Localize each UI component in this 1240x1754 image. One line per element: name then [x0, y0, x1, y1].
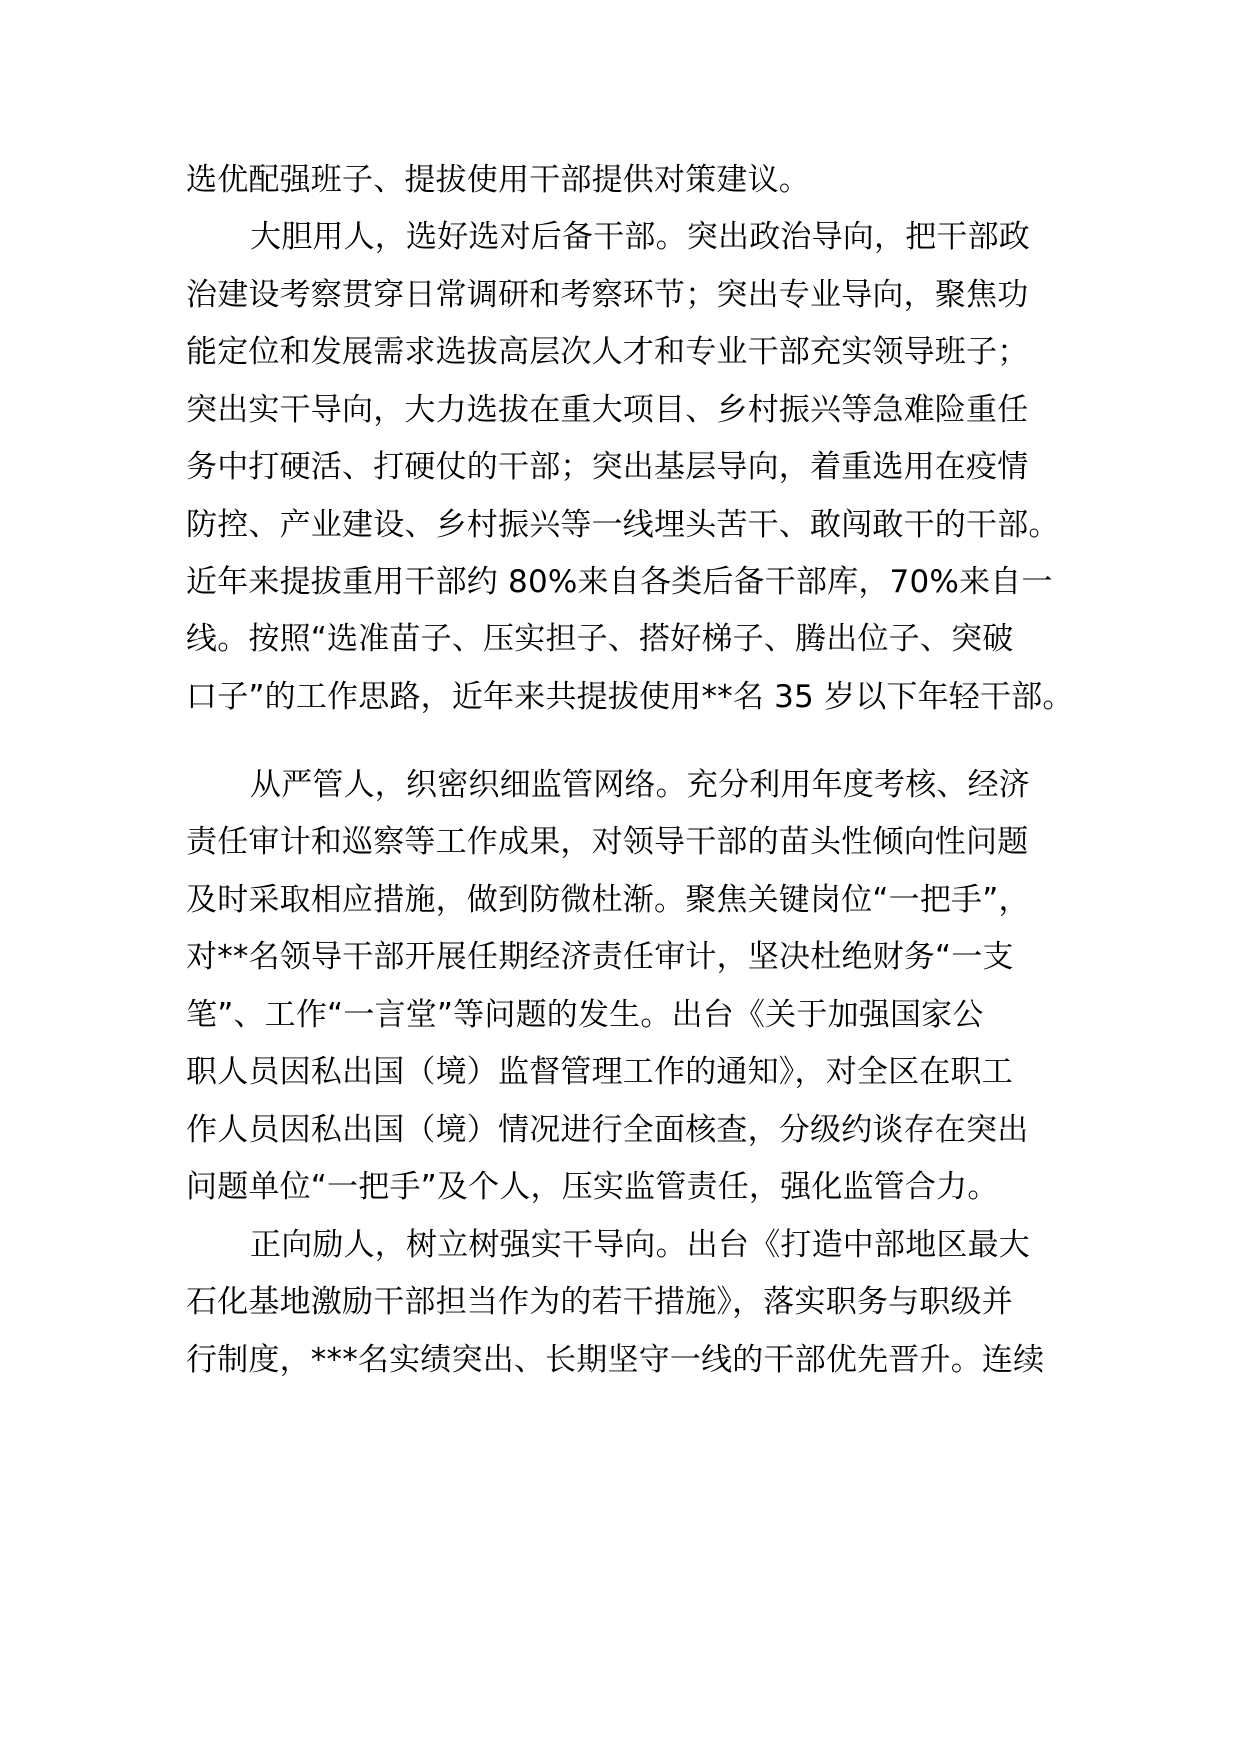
paragraph-line: 近年来提拔重用干部约 80%来自各类后备干部库，70%来自一 — [186, 564, 1053, 600]
paragraph-line: 从严管人，织密织细监管网络。充分利用年度考核、经济 — [250, 767, 1030, 803]
paragraph-line: 作人员因私出国（境）情况进行全面核查，分级约谈存在突出 — [186, 1112, 1029, 1148]
paragraph-line: 治建设考察贯穿日常调研和考察环节；突出专业导向，聚焦功 — [186, 277, 1029, 313]
paragraph-line: 务中打硬活、打硬仗的干部；突出基层导向，着重选用在疫情 — [186, 449, 1029, 485]
paragraph-line: 石化基地激励干部担当作为的若干措施》，落实职务与职级并 — [186, 1284, 1013, 1320]
paragraph-line: 口子”的工作思路，近年来共提拔使用**名 35 岁以下年轻干部。 — [186, 679, 1074, 715]
paragraph-line: 对**名领导干部开展任期经济责任审计，坚决杜绝财务“一支 — [186, 939, 1014, 975]
paragraph-line: 行制度，***名实绩突出、长期坚守一线的干部优先晋升。连续 — [186, 1342, 1045, 1378]
paragraph-line: 防控、产业建设、乡村振兴等一线埋头苦干、敢闯敢干的干部。 — [186, 507, 1060, 543]
paragraph-line: 大胆用人，选好选对后备干部。突出政治导向，把干部政 — [250, 219, 1030, 255]
paragraph-line: 职人员因私出国（境）监督管理工作的通知》，对全区在职工 — [186, 1054, 1013, 1090]
paragraph-line: 责任审计和巡察等工作成果，对领导干部的苗头性倾向性问题 — [186, 824, 1029, 860]
paragraph-line: 问题单位“一把手”及个人，压实监管责任，强化监管合力。 — [186, 1169, 999, 1205]
paragraph-line: 选优配强班子、提拔使用干部提供对策建议。 — [186, 162, 810, 198]
paragraph-line: 正向励人，树立树强实干导向。出台《打造中部地区最大 — [250, 1227, 1030, 1263]
paragraph-line: 突出实干导向，大力选拔在重大项目、乡村振兴等急难险重任 — [186, 392, 1029, 428]
paragraph-line: 能定位和发展需求选拔高层次人才和专业干部充实领导班子； — [186, 334, 1029, 370]
paragraph-line: 及时采取相应措施，做到防微杜渐。聚焦关键岗位“一把手”， — [186, 882, 1030, 918]
paragraph-line: 线。按照“选准苗子、压实担子、搭好梯子、腾出位子、突破 — [186, 621, 1014, 657]
paragraph-line: 笔”、工作“一言堂”等问题的发生。出台《关于加强国家公 — [186, 997, 984, 1033]
